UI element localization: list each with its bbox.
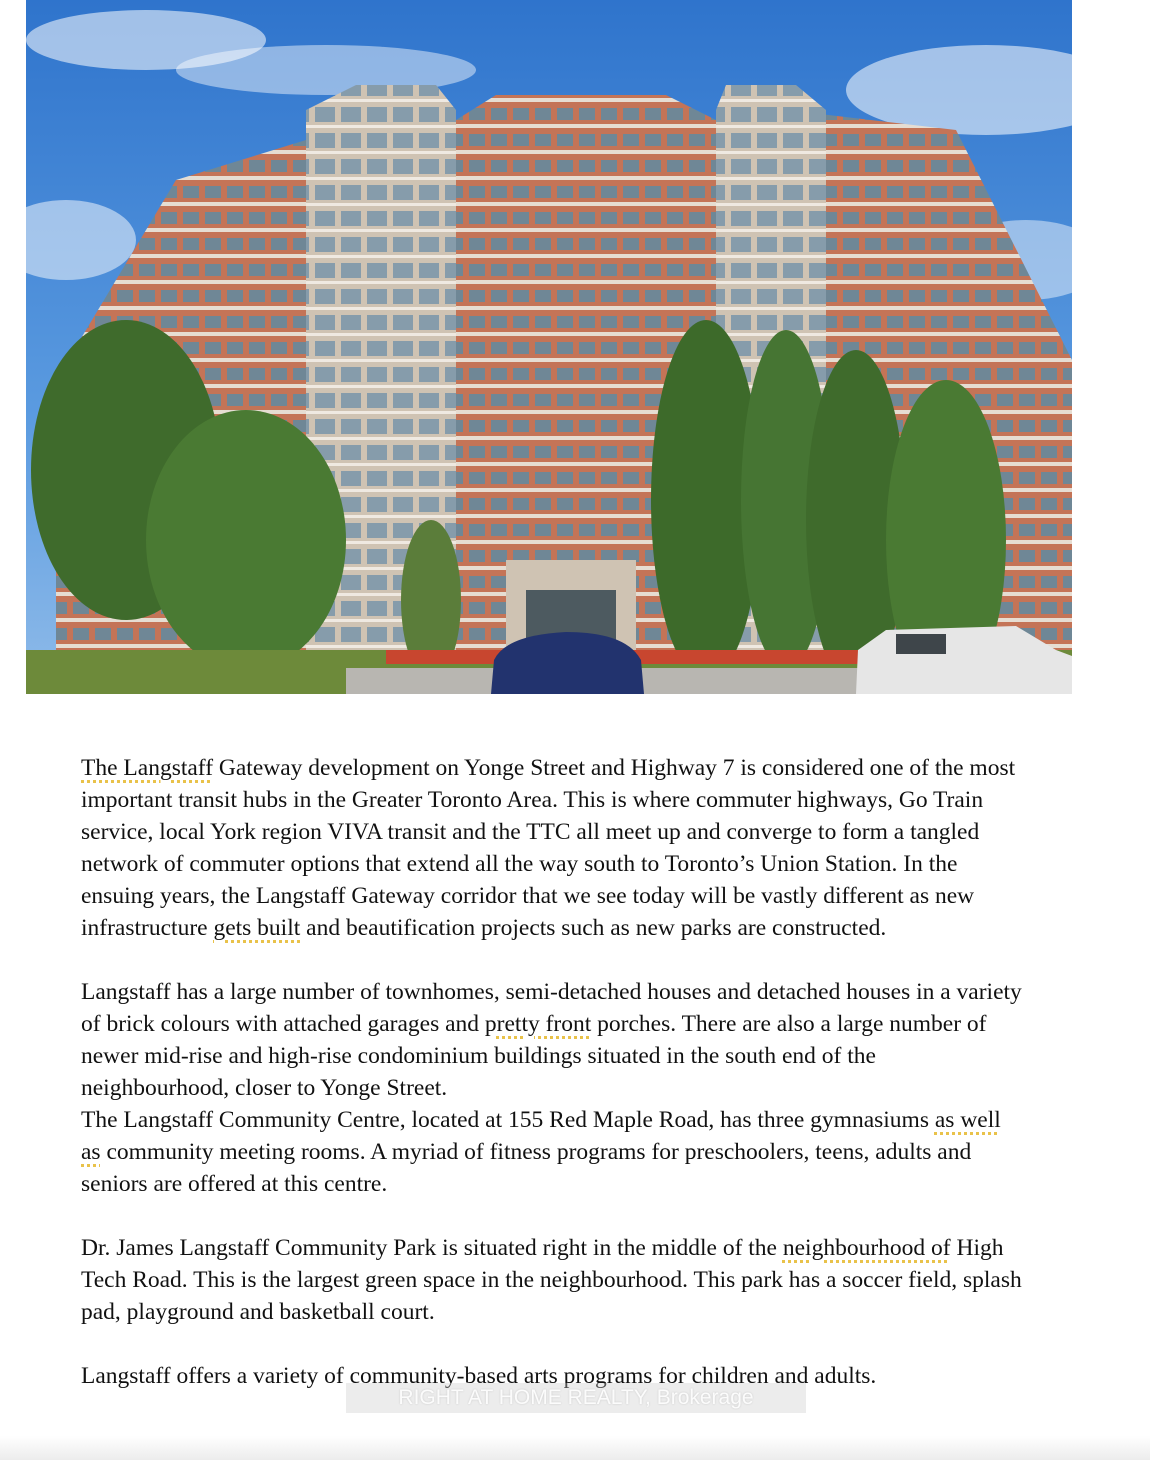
paragraph bbox=[81, 752, 1026, 944]
text-segment: Gateway development on Yonge Street and Highway 7 is considered one of the most important transit hubs in the Greater Toronto Area. This is where commuter highways, Go Train service, local York region VIVA transit and the TTC all meet up and converge to form a tangled network of commuter options that extend all the way south to Toronto’s Union Station. In the ensuing years, the Langstaff Gateway corridor that we see today will be vastly different as new infrastructure bbox=[81, 755, 1016, 941]
text-segment: Langstaff has a large number of townhomes, semi-detached houses and detached houses in a variety of brick colours with attached garages and bbox=[81, 979, 1022, 1037]
highlighted-phrase: neighbourhood of bbox=[782, 1235, 951, 1261]
highlighted-phrase: as well as bbox=[81, 1107, 1001, 1165]
building-photo bbox=[26, 0, 1072, 694]
text-segment: The Langstaff Community Centre, located at 155 Red Maple Road, has three gymnasiums bbox=[81, 1107, 935, 1133]
text-segment: community meeting rooms. A myriad of fitness programs for preschoolers, teens, adults and seniors are offered at this centre. bbox=[81, 1139, 972, 1197]
paragraph bbox=[81, 1232, 1026, 1328]
highlighted-phrase: The Langstaff bbox=[81, 755, 214, 781]
highlighted-phrase: pretty front bbox=[484, 1011, 592, 1037]
text-segment: and beautification projects such as new parks are constructed. bbox=[300, 915, 887, 941]
paragraph bbox=[81, 1104, 1026, 1200]
text-segment: High Tech Road. This is the largest green space in the neighbourhood. This park has a soccer field, splash pad, playground and basketball court. bbox=[81, 1235, 1022, 1325]
text-segment: porches. There are also a large number of newer mid-rise and high-rise condominium buildings situated in the south end of the neighbourhood, closer to Yonge Street. bbox=[81, 1011, 987, 1101]
watermark: RIGHT AT HOME REALTY, Brokerage bbox=[346, 1383, 806, 1413]
article-body bbox=[81, 752, 1026, 1392]
paragraph bbox=[81, 976, 1026, 1104]
bottom-bar bbox=[0, 1436, 1150, 1460]
text-segment: Langstaff offers a variety of community-based arts programs for children and adults. bbox=[81, 1363, 877, 1389]
highlighted-phrase: gets built bbox=[213, 915, 301, 941]
text-segment: Dr. James Langstaff Community Park is situated right in the middle of the bbox=[81, 1235, 783, 1261]
